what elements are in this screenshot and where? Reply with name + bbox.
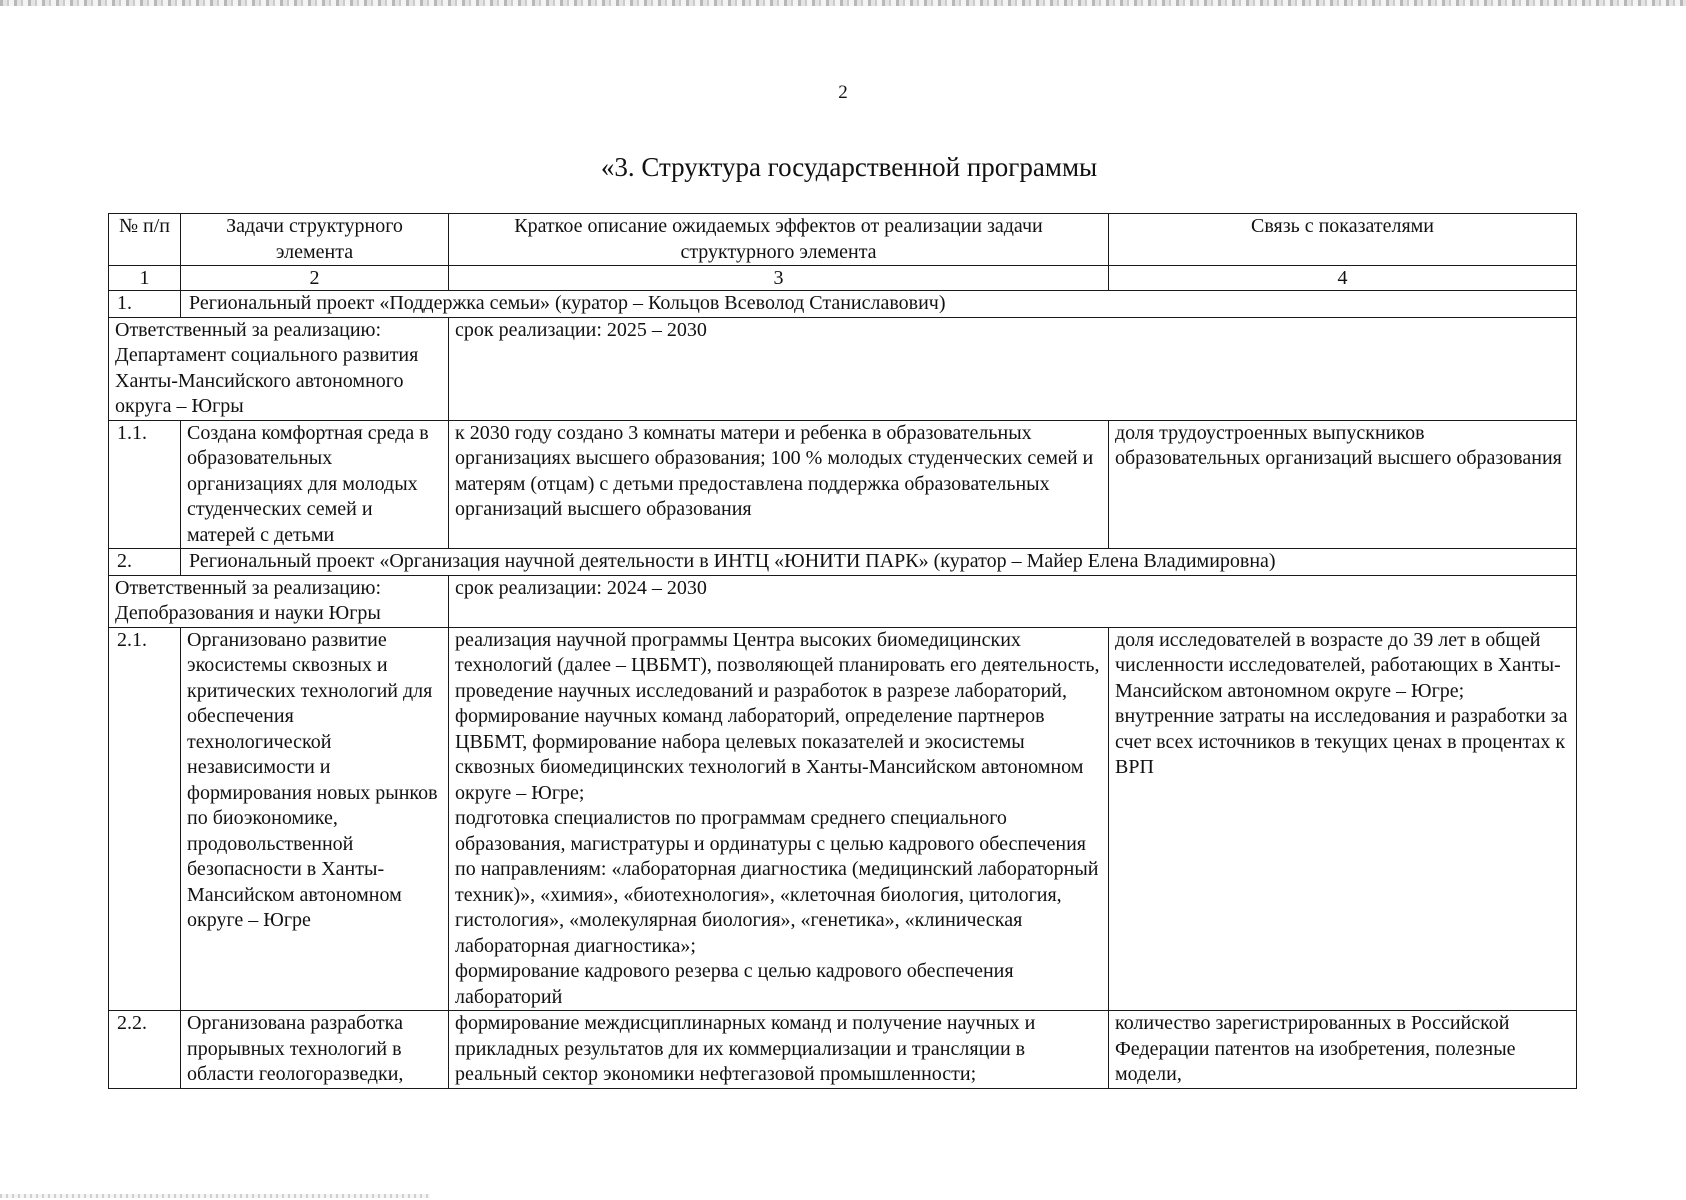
indicator-line: внутренние затраты на исследования и разработки за счет всех источников в текущих ценах в процентах к ВРП	[1115, 705, 1568, 778]
column-number: 1	[109, 266, 181, 291]
column-number: 2	[181, 266, 449, 291]
effects-cell: формирование междисциплинарных команд и получение научных и прикладных результатов для их коммерциализации и трансляции в реальный сектор экономики нефтегазовой промышленности;	[449, 1011, 1109, 1089]
table-row	[109, 1011, 1577, 1089]
section-number: 1.	[109, 291, 181, 318]
task-cell: Организовано развитие экосистемы сквозных и критических технологий для обеспечения технологической независимости и формирования новых рынков по биоэкономике, продовольственной безопасности в Ханты-Мансийском автономном округе – Югре	[181, 627, 449, 1011]
row-number: 2.1.	[109, 627, 181, 1011]
term-cell: срок реализации: 2025 – 2030	[449, 317, 1577, 420]
effect-line: реализация научной программы Центра высоких биомедицинских технологий (далее – ЦВБМТ), позволяющей планировать его деятельность, проведение научных исследований и разработок в разрезе лабораторий, формирование научных команд лабораторий, определение партнеров ЦВБМТ, формирование набора целевых показателей и экосистемы сквозных биомедицинских технологий в Ханты-Мансийском автономном округе – Югре;	[455, 628, 1100, 804]
indicators-cell	[1109, 627, 1577, 1011]
scan-artifact-top	[0, 0, 1686, 6]
effect-line: формирование кадрового резерва с целью кадрового обеспечения лабораторий	[455, 960, 1014, 1008]
header-cell-number: № п/п	[109, 214, 181, 266]
page-title: «3. Структура государственной программы	[600, 152, 1098, 182]
program-structure-table	[108, 213, 1577, 1089]
indicators-cell: количество зарегистрированных в Российской Федерации патентов на изобретения, полезные модели,	[1109, 1011, 1577, 1089]
effect-line: подготовка специалистов по программам среднего специального образования, магистратуры и ординатуры с целью кадрового обеспечения по направлениям: «лабораторная диагностика (медицинский лабораторный техник)», «химия», «биотехнология», «клеточная биология, цитология, гистология», «молекулярная биология», «генетика», «клиническая лабораторная диагностика»;	[455, 807, 1099, 957]
scan-artifact-bottom	[0, 1194, 430, 1198]
column-number: 3	[449, 266, 1109, 291]
table-row	[109, 420, 1577, 549]
column-number-row	[109, 266, 1577, 291]
section-title: Региональный проект «Организация научной деятельности в ИНТЦ «ЮНИТИ ПАРК» (куратор – Майер Елена Владимировна)	[181, 549, 1577, 576]
indicators-cell: доля трудоустроенных выпускников образовательных организаций высшего образования	[1109, 420, 1577, 549]
effects-cell: к 2030 году создано 3 комнаты матери и ребенка в образовательных организациях высшего образования; 100 % молодых студенческих семей и матерям (отцам) с детьми предоставлена поддержка образовательных организаций высшего образования	[449, 420, 1109, 549]
task-cell: Создана комфортная среда в образовательных организациях для молодых студенческих семей и матерей с детьми	[181, 420, 449, 549]
section-row	[109, 549, 1577, 576]
page-number: 2	[838, 82, 848, 103]
table-header-row	[109, 214, 1577, 266]
responsible-cell: Ответственный за реализацию: Департамент социального развития Ханты-Мансийского автономного округа – Югры	[109, 317, 449, 420]
responsible-cell: Ответственный за реализацию: Депобразования и науки Югры	[109, 575, 449, 627]
column-number: 4	[1109, 266, 1577, 291]
section-title: Региональный проект «Поддержка семьи» (куратор – Кольцов Всеволод Станиславович)	[181, 291, 1577, 318]
header-cell-task: Задачи структурного элемента	[181, 214, 449, 266]
row-number: 1.1.	[109, 420, 181, 549]
table-row	[109, 627, 1577, 1011]
effects-cell	[449, 627, 1109, 1011]
section-number: 2.	[109, 549, 181, 576]
header-cell-indicators: Связь с показателями	[1109, 214, 1577, 266]
indicator-line: доля исследователей в возрасте до 39 лет в общей численности исследователей, работающих в Ханты-Мансийском автономном округе – Югре;	[1115, 628, 1561, 702]
responsible-row	[109, 575, 1577, 627]
row-number: 2.2.	[109, 1011, 181, 1089]
section-row	[109, 291, 1577, 318]
responsible-row	[109, 317, 1577, 420]
header-cell-effects: Краткое описание ожидаемых эффектов от реализации задачи структурного элемента	[449, 214, 1109, 266]
task-cell: Организована разработка прорывных технологий в области геологоразведки,	[181, 1011, 449, 1089]
term-cell: срок реализации: 2024 – 2030	[449, 575, 1577, 627]
